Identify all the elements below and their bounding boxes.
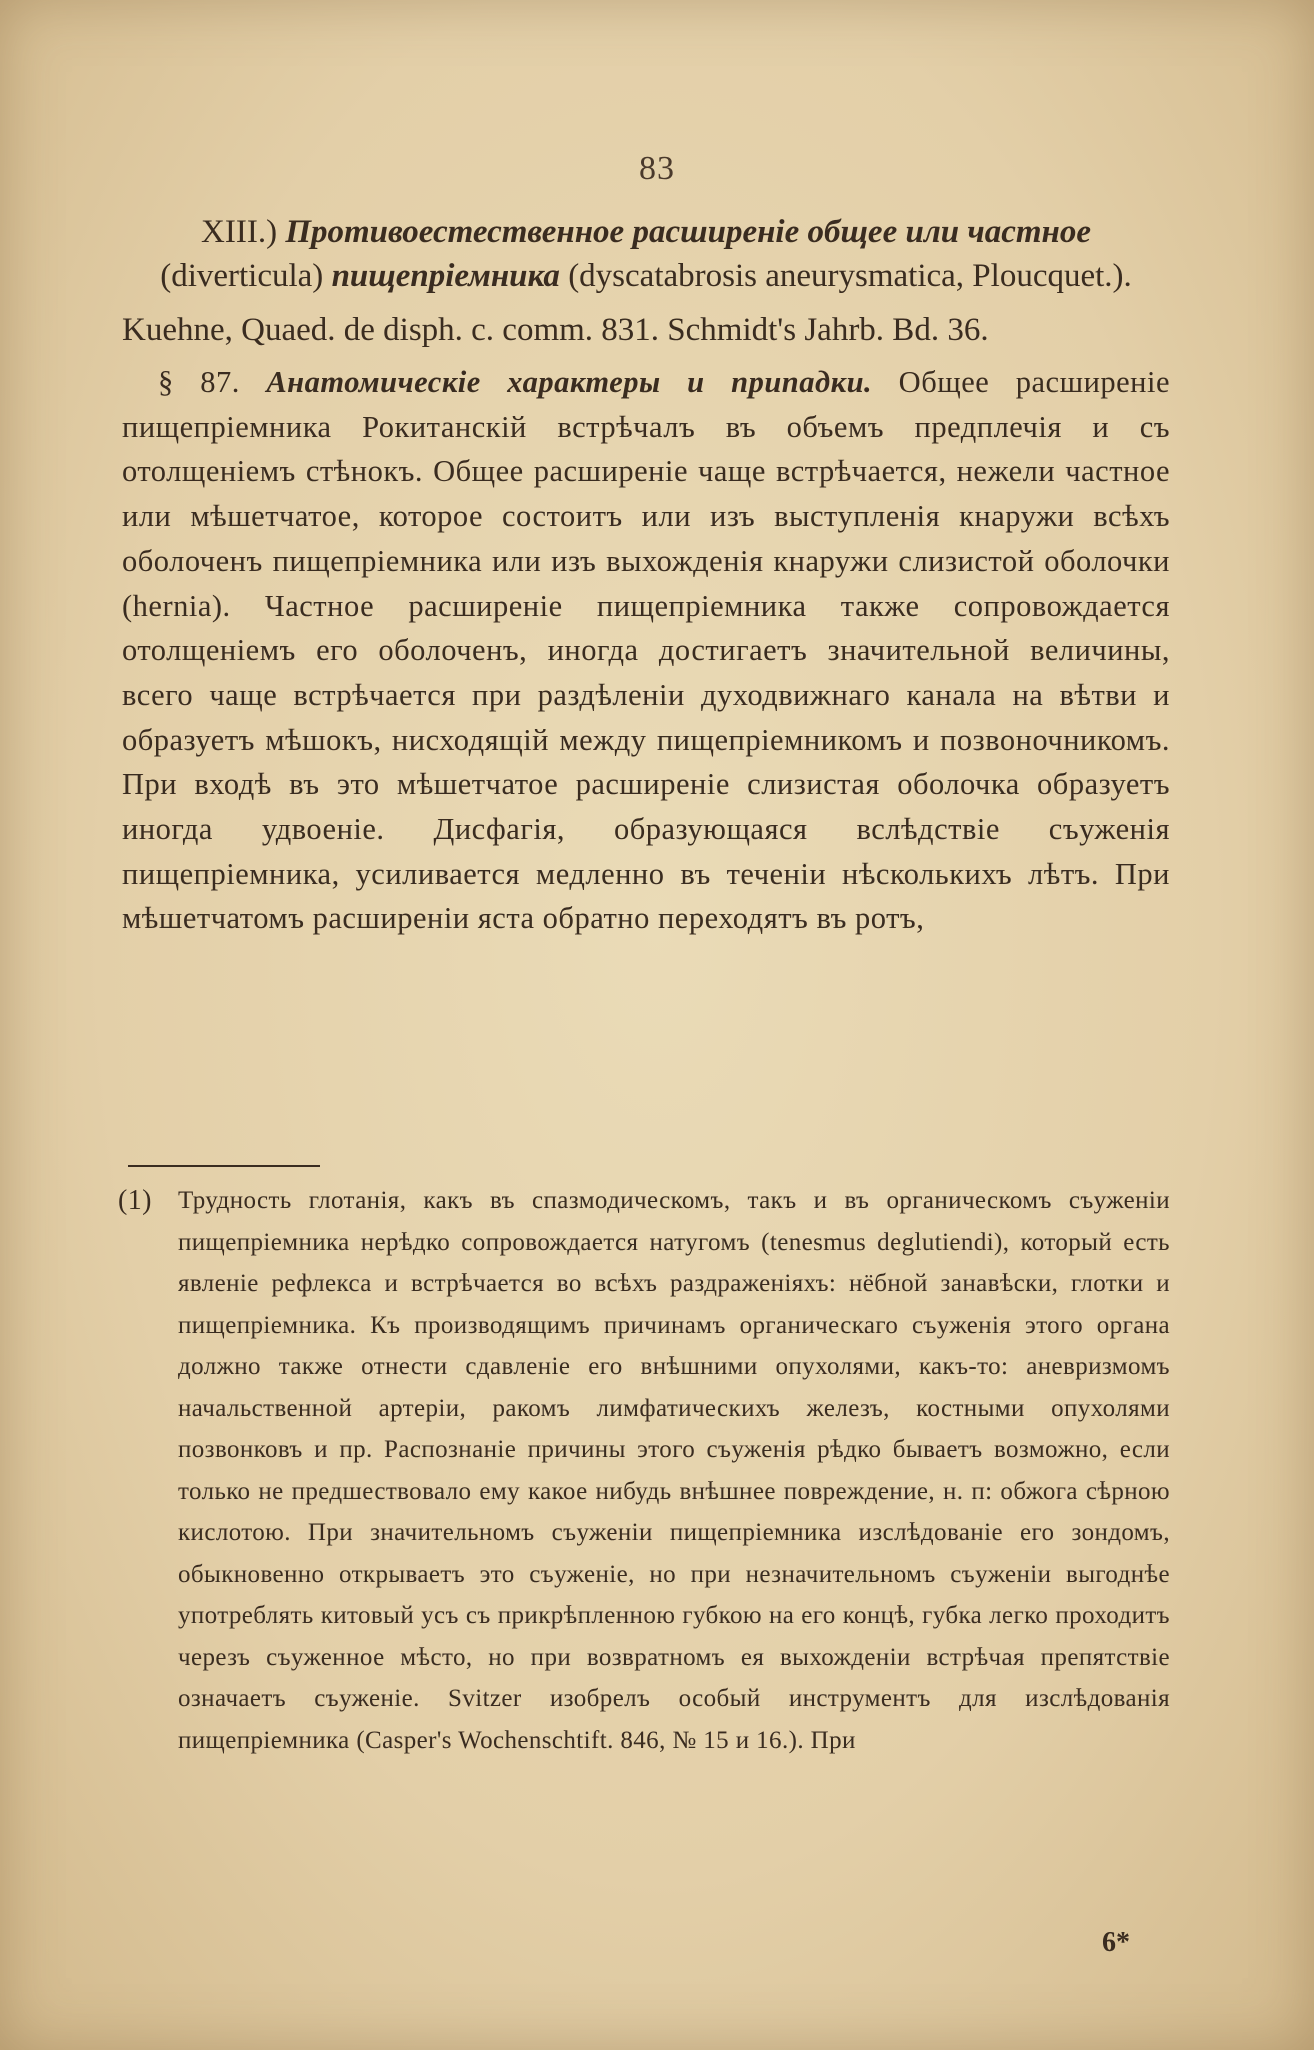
section-body: Общее расширеніе пищепріемника Рокитанскій встрѣчалъ въ объемъ предплечія и съ отолщеніемъ стѣнокъ. Общее расширеніе чаще встрѣчается, нежели частное или мѣшетчатое, которое состоитъ или изъ выступленія кнаружи всѣхъ оболоченъ пищепріемника или изъ выхожденія кнаружи слизистой оболочки (hernia). Частное расширеніе пищепріемника также сопровождается отолщеніемъ его оболоченъ, иногда достигаетъ значительной величины, всего чаще встрѣчается при раздѣленіи духодвижнаго канала на вѣтви и образуетъ мѣшокъ, нисходящій между пищепріемникомъ и позвоночникомъ. При входѣ въ это мѣшетчатое расширеніе слизистая оболочка образуетъ иногда удвоеніе. Дисфагія, образующаяся вслѣдствіе съуженія пищепріемника, усиливается медленно въ теченіи нѣсколькихъ лѣтъ. При мѣшетчатомъ расширеніи яста обратно переходятъ въ ротъ, (122, 365, 1171, 936)
heading-roman: XIII.) (201, 214, 278, 250)
references: Kuehne, Quaed. de disph. c. comm. 831. Schmidt's Jahrb. Bd. 36. (122, 312, 989, 348)
heading-latin: (dyscatabrosis aneurysmatica, Ploucquet.). (568, 258, 1132, 294)
heading-diverticula: (diverticula) (160, 258, 324, 294)
signature-mark: 6* (1102, 1927, 1130, 1958)
footnote (118, 1180, 1170, 1761)
section-paragraph (122, 360, 1170, 941)
footnote-mark: (1) (118, 1185, 152, 1216)
footnote-text: Трудность глотанія, какъ въ спазмодическомъ, такъ и въ органическомъ съуженіи пищепріемника нерѣдко сопровождается натугомъ (tenesmus deglutiendi), который есть явленіе рефлекса и встрѣчается во всѣхъ раздраженіяхъ: нёбной занавѣски, глотки и пищепріемника. Къ производящимъ причинамъ органическаго съуженія этого органа должно также отнести сдавленіе его внѣшними опухолями, какъ-то: аневризмомъ начальственной артеріи, ракомъ лимфатическихъ железъ, костными опухолями позвонковъ и пр. Распознаніе причины этого съуженія рѣдко бываетъ возможно, если только не предшествовало ему какое нибудь внѣшнее повреждение, н. п: обжога сѣрною кислотою. При значительномъ съуженіи пищепріемника изслѣдованіе его зондомъ, обыкновенно открываетъ это съуженіе, но при незначительномъ съуженіи выгоднѣе употреблять китовый усъ съ прикрѣпленною губкою на его концѣ, губка легко проходитъ черезъ съуженное мѣсто, но при возвратномъ ея выхожденіи встрѣчая препятствіе означаетъ съуженіе. Svitzer изобрелъ особый инструментъ для изслѣдованія пищепріемника (Casper's Wochenschtift. 846, № 15 и 16.). При (178, 1187, 1170, 1754)
main-text (122, 210, 1170, 941)
section-number: § 87. (158, 365, 240, 399)
section-title: Анатомическіе характеры и припадки. (266, 365, 873, 399)
heading-title: Противоестественное расширеніе общее или частное (285, 214, 1091, 250)
page-number: 83 (639, 150, 675, 187)
heading-title-2: пищепріемника (331, 258, 560, 294)
footnote-divider (128, 1165, 320, 1167)
chapter-heading (122, 210, 1170, 298)
